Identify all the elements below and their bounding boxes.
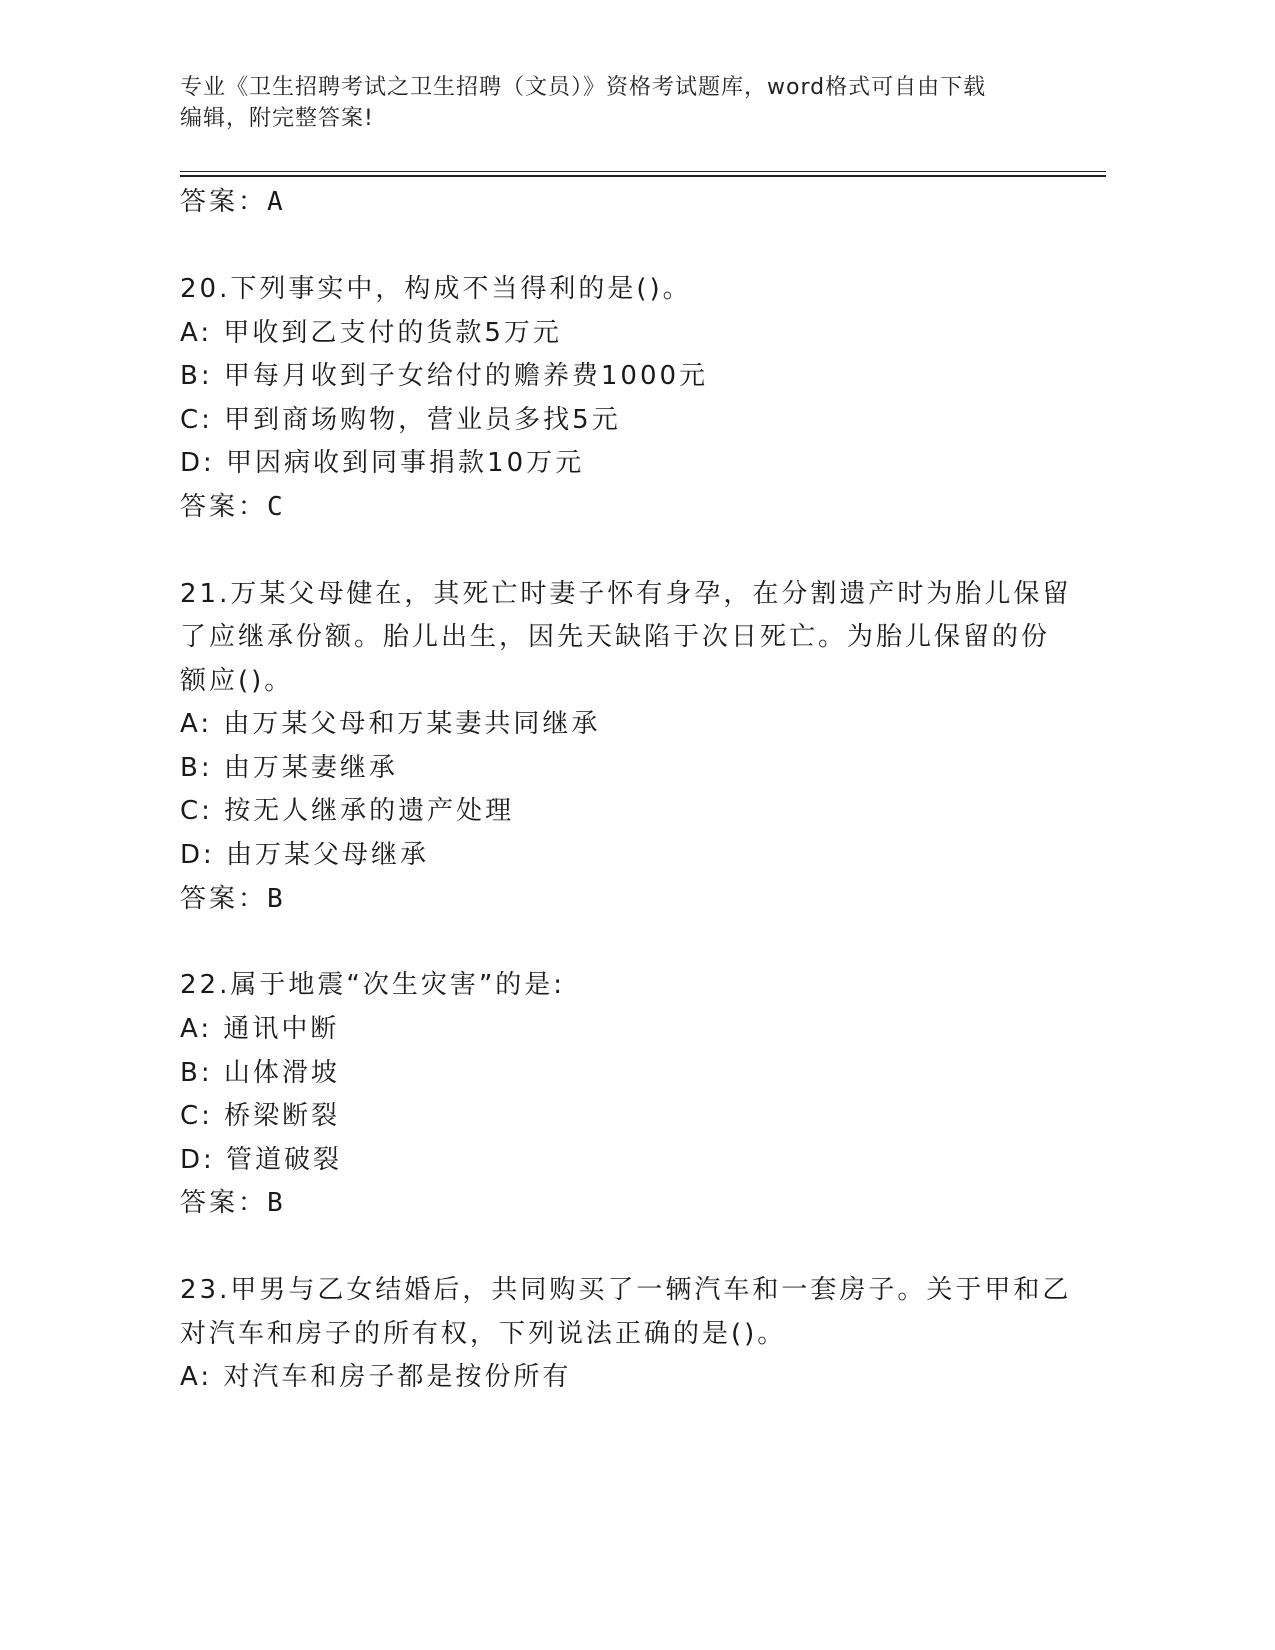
answer-line (180, 187, 285, 217)
question-option: D: 甲因病收到同事捐款10万元 (180, 448, 585, 478)
question-option: C: 按无人继承的遗产处理 (180, 796, 515, 826)
answer-label: 答案： (180, 187, 268, 217)
question-option: A: 对汽车和房子都是按份所有 (180, 1362, 572, 1392)
question-stem: 对汽车和房子的所有权，下列说法正确的是()。 (180, 1319, 787, 1349)
question-option: C: 甲到商场购物，营业员多找5元 (180, 405, 621, 435)
question-option: B: 甲每月收到子女给付的赡养费1000元 (180, 361, 709, 391)
header-rule-thick (180, 175, 1106, 177)
question-option: D: 管道破裂 (180, 1145, 343, 1175)
question-stem: 21.万某父母健在，其死亡时妻子怀有身孕，在分割遗产时为胎儿保留 (180, 579, 1072, 609)
question-option: B: 山体滑坡 (180, 1058, 340, 1088)
header-line-1: 专业《卫生招聘考试之卫生招聘（文员）》资格考试题库，word格式可自由下载 (180, 75, 987, 100)
question-option: A: 甲收到乙支付的货款5万元 (180, 318, 562, 348)
page-header (180, 72, 1040, 134)
question-option: A: 由万某父母和万某妻共同继承 (180, 709, 601, 739)
answer-value: B (267, 884, 285, 914)
answer-label: 答案： (180, 884, 268, 914)
question-stem: 额应()。 (180, 666, 294, 696)
question-stem: 22.属于地震“次生灾害”的是: (180, 970, 566, 1000)
question-stem: 了应继承份额。胎儿出生，因先天缺陷于次日死亡。为胎儿保留的份 (180, 622, 1051, 652)
answer-value: B (267, 1188, 285, 1218)
question-stem: 20.下列事实中，构成不当得利的是()。 (180, 274, 692, 304)
question-stem: 23.甲男与乙女结婚后，共同购买了一辆汽车和一套房子。关于甲和乙 (180, 1275, 1072, 1305)
answer-value: C (267, 492, 285, 522)
header-rule-thin (180, 171, 1106, 172)
question-option: C: 桥梁断裂 (180, 1101, 341, 1131)
answer-value: A (267, 187, 285, 217)
question-option: A: 通讯中断 (180, 1014, 340, 1044)
question-option: B: 由万某妻继承 (180, 753, 398, 783)
answer-line (180, 884, 285, 914)
answer-label: 答案： (180, 492, 268, 522)
answer-line (180, 1188, 285, 1218)
header-line-2: 编辑，附完整答案! (180, 106, 374, 131)
question-option: D: 由万某父母继承 (180, 840, 430, 870)
answer-label: 答案： (180, 1188, 268, 1218)
answer-line (180, 492, 285, 522)
